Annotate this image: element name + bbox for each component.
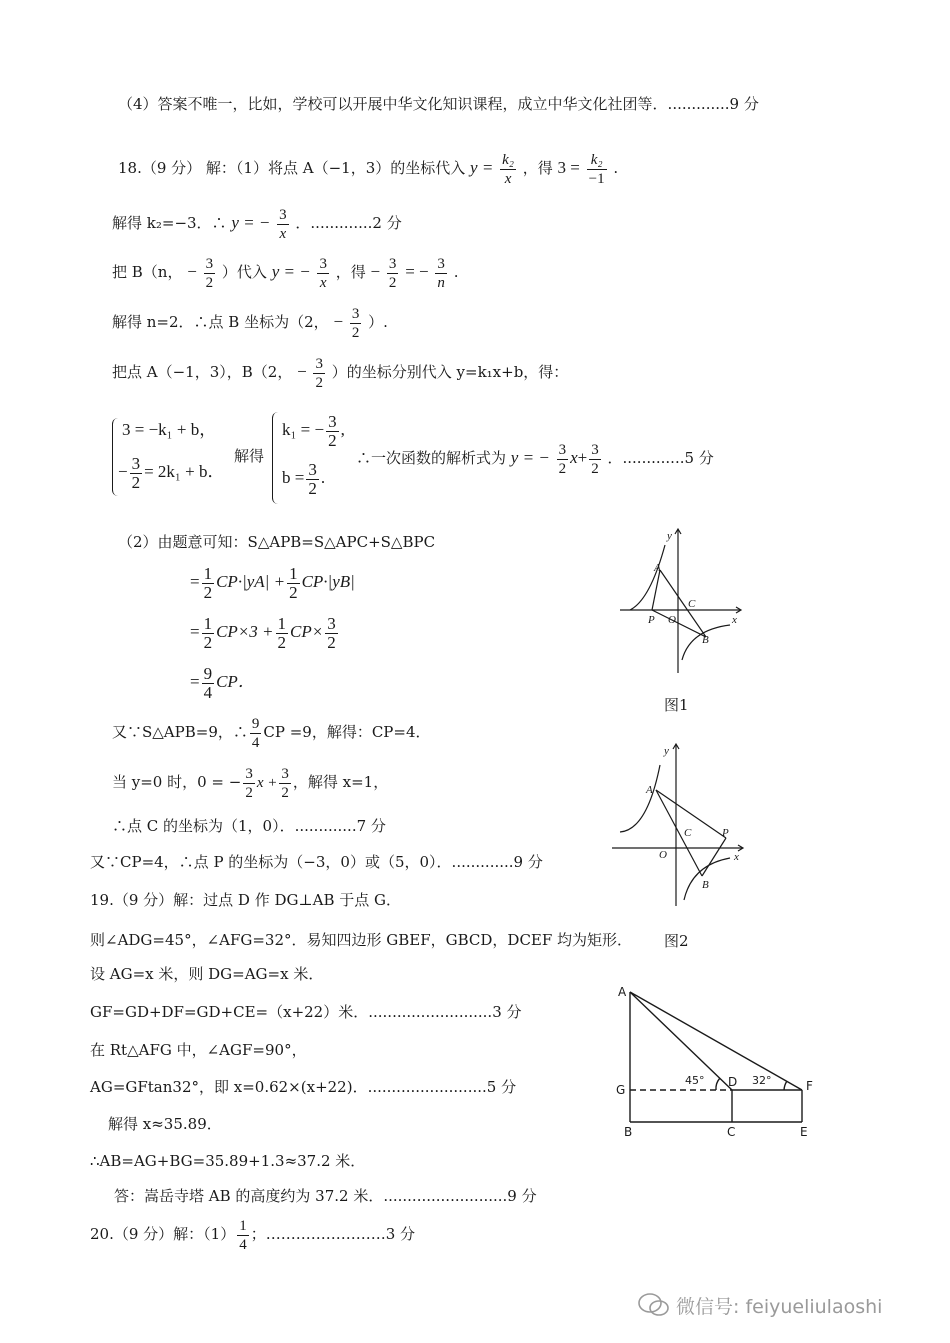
p2-y0-c: ，解得 x=1，: [292, 773, 389, 791]
q20-line: [90, 1214, 415, 1254]
frac-9-over-4: [250, 715, 262, 752]
fig3-label-45: 45°: [685, 1074, 705, 1087]
fig3-label-g: G: [616, 1083, 626, 1097]
frac-num: 3: [558, 441, 567, 458]
frac-3-over-2: [313, 355, 325, 392]
fig1-label-a: A: [654, 562, 661, 574]
frac-num: 3: [308, 459, 317, 479]
wechat-icon: [636, 1290, 672, 1320]
fig1-label-b: B: [702, 634, 709, 646]
q19-line-3: 设 AG=x 米，则 DG=AG=x 米．: [90, 965, 324, 983]
fig2-label-o: O: [659, 849, 667, 861]
frac-den: 4: [239, 1236, 247, 1253]
q18-n-text: 解得 n=2．∴点 B 坐标为（2，: [112, 313, 329, 331]
q19-line-7: 解得 x≈35.89．: [108, 1115, 222, 1133]
frac-9-over-4: [202, 665, 215, 702]
frac-den: x: [319, 274, 327, 291]
q20-b: ；……………………3 分: [250, 1225, 416, 1243]
frac-3-over-2: [279, 765, 291, 802]
q19-line-8: ∴AB=AG+BG=35.89+1.3≈37.2 米．: [90, 1152, 366, 1170]
frac-num: 3: [591, 441, 599, 458]
fig3-label-e: E: [800, 1125, 808, 1139]
fig2-label-c: C: [684, 827, 692, 839]
frac-3-over-2: [326, 413, 339, 450]
frac-num: 3: [245, 765, 253, 782]
fig2-seg-pb: [702, 838, 726, 876]
fig1-seg-pb: [652, 610, 706, 637]
frac-den: 4: [251, 734, 260, 751]
fig1-label-x: x: [732, 614, 737, 626]
frac-den: 2: [203, 582, 213, 602]
fig3-label-c: C: [727, 1125, 736, 1139]
frac-num: 3: [281, 765, 289, 782]
q18-get: ，得: [522, 159, 553, 177]
frac-3-over-2: [243, 765, 255, 802]
q20-a: 20.（9 分）解：（1）: [90, 1225, 236, 1243]
frac-num: 1: [203, 563, 213, 583]
fig2-label-x: x: [734, 851, 739, 863]
fig1-label-p: P: [648, 614, 655, 626]
math-eq-neg: = −: [405, 262, 429, 281]
fig2-label-p: P: [722, 827, 729, 839]
frac-3-over-2: [387, 255, 399, 292]
frac-den: 2: [205, 274, 214, 291]
q18-k2-score: ．.............2 分: [295, 214, 402, 232]
figure-pagoda: [612, 980, 822, 1140]
frac-num: 3: [315, 355, 323, 372]
sol-b: b =: [282, 468, 305, 487]
p2-l2: CP×3 +: [216, 622, 274, 641]
math-neg: −: [187, 262, 197, 281]
frac-num: 3: [319, 255, 327, 272]
figure-1-caption: 图1: [664, 696, 689, 714]
frac-den: −1: [588, 170, 605, 187]
figure-1: [610, 525, 750, 675]
math-x: x: [570, 448, 578, 467]
p2-l3: CP．: [216, 672, 255, 691]
math-y-eq-neg: y = −: [271, 262, 311, 281]
linear-score: ．.............5 分: [607, 449, 714, 467]
math-eq: =: [190, 622, 200, 641]
q18-b-sub-c: ，得: [335, 263, 366, 281]
sol-k1: k₁ = −: [282, 420, 325, 439]
frac-den: 2: [558, 460, 567, 477]
watermark-text: 微信号: feiyueliulaoshi: [676, 1296, 883, 1318]
frac-den: 2: [308, 478, 317, 498]
frac-3-over-n: [435, 255, 447, 292]
frac-den: 2: [315, 374, 323, 391]
q18-k2-line: [112, 203, 402, 243]
p2-s1-a: 又∵S△APB=9，∴: [112, 723, 248, 741]
frac-3-over-2: [130, 455, 143, 492]
q18-ab-line: [112, 352, 568, 392]
fig1-label-y: y: [667, 530, 672, 542]
fig3-angle-45: [716, 1078, 720, 1090]
frac-num: 3: [279, 206, 287, 223]
linear-a: ∴一次函数的解析式为: [356, 449, 507, 467]
fig3-label-a: A: [618, 985, 627, 999]
q18-ab-b: ）的坐标分别代入 y=k₁x+b，得：: [331, 363, 569, 381]
frac-den: x: [504, 170, 512, 187]
q19-line-5: 在 Rt△AFG 中，∠AGF=90°，: [90, 1041, 307, 1059]
frac-num: 1: [289, 563, 298, 583]
frac-den: 2: [328, 430, 337, 450]
q19-line-9: 答：嵩岳寺塔 AB 的高度约为 37.2 米．..........................9 分: [114, 1187, 537, 1205]
p2-point-p: 又∵CP=4，∴点 P 的坐标为（−3，0）或（5，0）．.............9 分: [90, 853, 543, 871]
frac-1-over-2: [276, 615, 289, 652]
q19-line-4: GF=GD+DF=GD+CE=（x+22）米．..........................3 分: [90, 1003, 522, 1021]
frac-k2-over-x: [500, 151, 516, 188]
frac-num: 9: [251, 715, 260, 732]
q18-b-sub-a: 把 B（n，: [112, 263, 183, 281]
frac-num: 3: [388, 255, 397, 272]
system-brace-right: [272, 412, 281, 504]
frac-num: 3: [205, 255, 214, 272]
frac-num: 3: [131, 453, 141, 473]
system-row-2: [118, 452, 224, 492]
q17-part4: （4）答案不唯一，比如，学校可以开展中华文化知识课程，成立中华文化社团等．.............9 分: [118, 95, 759, 113]
p2-l1: CP·|yA| +: [216, 572, 286, 591]
frac-num: k₂: [502, 151, 514, 168]
frac-num: 3: [328, 411, 337, 431]
p2-s1: [112, 712, 431, 752]
q18-ab-a: 把点 A（−1，3），B（2，: [112, 363, 293, 381]
fig3-label-f: F: [806, 1079, 813, 1093]
frac-den: x: [279, 225, 287, 242]
p2-eq-1: [190, 562, 355, 602]
figure-2: [602, 740, 752, 910]
solution-row-1: k₁ = − $\frac{3}{2}$ ,: [282, 411, 345, 450]
frac-den: 2: [289, 582, 298, 602]
frac-3-over-2: [589, 441, 601, 478]
p2-eq-2: [190, 612, 340, 652]
q19-line-6: AG=GFtan32°，即 x=0.62×(x+22)．.........................5 分: [90, 1078, 517, 1096]
sys-row2-end: = 2k₁ + b．: [144, 462, 225, 481]
frac-1-over-2: [287, 565, 300, 602]
q18-header: 18.（9 分） 解：（1）将点 A（−1，3）的坐标代入 y = $\frac{\text{k₂}}{x}$ ，得 3 = $\frac{\text{k₂}}{-1}$ .: [118, 151, 619, 187]
fig3-label-d: D: [728, 1075, 738, 1089]
fig3-angle-32: [784, 1081, 787, 1090]
q18-n-end: ）.: [368, 313, 388, 331]
frac-3-over-x: [317, 255, 329, 292]
fig1-line-ab: [660, 570, 706, 637]
frac-den: 2: [277, 632, 287, 652]
frac-1-over-4: [237, 1217, 249, 1254]
q18-k2-text: 解得 k₂=−3．∴: [112, 214, 227, 232]
fig3-label-b: B: [624, 1125, 633, 1139]
math-y-eq-neg: y = −: [231, 213, 271, 232]
frac-3-over-x: [277, 206, 289, 243]
math-eq: =: [190, 572, 200, 591]
fig2-label-a: A: [646, 784, 653, 796]
fig1-label-o: O: [668, 614, 676, 626]
frac-den: 2: [591, 460, 599, 477]
frac-num: 9: [203, 663, 213, 683]
p2-y0-a: 当 y=0 时，0 = −: [112, 773, 242, 791]
frac-1-over-2: [202, 615, 215, 652]
math-plus: +: [577, 448, 588, 467]
linear-function-line: [356, 438, 714, 478]
figure-2-caption: 图2: [664, 932, 689, 950]
frac-num: k₂: [587, 151, 607, 170]
math-y-eq-neg: y = −: [510, 448, 550, 467]
p2-point-c: ∴点 C 的坐标为（1，0）．.............7 分: [112, 817, 386, 835]
frac-num: 3: [351, 305, 360, 322]
q19-line-2: 则∠ADG=45°，∠AFG=32°．易知四边形 GBEF，GBCD，DCEF 均为矩形．: [90, 931, 633, 949]
fig1-hyperbola-left: [630, 545, 665, 610]
q18-b-sub-b: ）代入: [221, 263, 267, 281]
fig2-line-ab: [656, 790, 702, 876]
frac-den: 2: [281, 784, 289, 801]
p2-y0-b: x +: [256, 775, 278, 791]
frac-num: 3: [437, 255, 445, 272]
system-row-1: 3 = −k₁ + b，: [122, 420, 217, 439]
frac-den: 2: [351, 324, 360, 341]
fig3-label-32: 32°: [752, 1074, 772, 1087]
p2-eq-3: [190, 662, 255, 702]
q19-line-1: 19.（9 分）解：过点 D 作 DG⊥AB 于点 G．: [90, 891, 401, 909]
math-neg: −: [118, 462, 128, 481]
q18-head-text: 18.（9 分） 解：（1）将点 A（−1，3）的坐标代入: [118, 159, 466, 177]
frac-den: 2: [327, 632, 336, 652]
p2-s1-b: CP =9，解得：CP=4．: [263, 723, 431, 741]
frac-3-over-2: [325, 615, 338, 652]
frac-3-over-2: [306, 461, 319, 498]
solution-row-2: b = $\frac{3}{2}$ .: [282, 459, 326, 498]
frac-1-over-2: [202, 565, 215, 602]
frac-den: 2: [388, 274, 397, 291]
math-three-eq: 3 =: [557, 158, 580, 177]
p2-l1b: CP·|yB|: [301, 572, 355, 591]
frac-num: 1: [239, 1217, 247, 1234]
math-y-eq: y =: [470, 158, 494, 177]
p2-head: （2）由题意可知：S△APB=S△APC+S△BPC: [118, 533, 436, 551]
frac-num: 3: [327, 613, 336, 633]
fig1-label-c: C: [688, 598, 696, 610]
fig2-label-y: y: [664, 745, 669, 757]
solve-word: 解得: [234, 447, 265, 465]
frac-3-over-2: [557, 441, 569, 478]
frac-den: n: [437, 274, 445, 291]
frac-den: 2: [245, 784, 253, 801]
fig1-seg-pa: [652, 570, 660, 610]
math-neg: −: [333, 312, 344, 331]
frac-num: 1: [203, 613, 213, 633]
frac-den: 4: [203, 682, 213, 702]
frac-3-over-2: [350, 305, 362, 342]
frac-k2-over-neg1: [587, 151, 607, 188]
fig2-label-b: B: [702, 879, 709, 891]
q18-b-sub-line: 把 B（n， − $\frac{3}{2}$ ）代入 y = − $\frac{3}{x}$ ，得 − $\frac{3}{2}$ = − $\frac{3}{n}$ .: [112, 255, 459, 291]
frac-den: 2: [131, 472, 141, 492]
frac-den: 2: [203, 632, 213, 652]
q18-n-line: [112, 302, 388, 342]
math-neg: −: [297, 362, 307, 381]
frac-num: 1: [277, 613, 287, 633]
math-eq: =: [190, 672, 200, 691]
math-neg: −: [370, 262, 381, 281]
fig2-hyperbola-left: [620, 765, 660, 832]
p2-y0: [112, 762, 388, 803]
p2-l2b: CP×: [290, 622, 324, 641]
frac-3-over-2: [204, 255, 216, 292]
